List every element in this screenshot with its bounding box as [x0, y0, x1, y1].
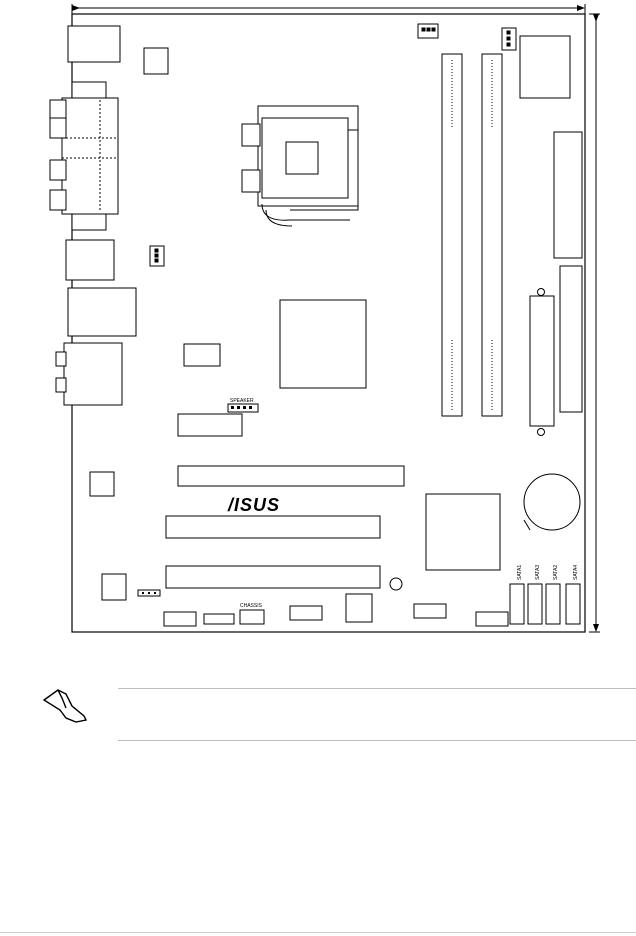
floppy-connector	[554, 132, 582, 258]
sata2-connector	[546, 584, 560, 624]
sata4-connector	[566, 584, 580, 624]
audio-chip	[184, 344, 220, 366]
usb-connector	[66, 240, 114, 280]
pci-slot-1	[166, 516, 380, 538]
audio-connector	[64, 343, 122, 405]
chassis-fan-header	[204, 614, 234, 624]
footer-rule	[0, 932, 636, 933]
super-io-chip	[346, 594, 372, 622]
note-top-rule	[118, 688, 636, 689]
sata-connectors	[510, 584, 580, 624]
chassis-fan-header-vertical	[150, 246, 164, 266]
cmos-battery	[524, 474, 580, 530]
pci-e-x1-slot	[178, 414, 242, 436]
rear-io-panel	[50, 26, 168, 405]
height-dimension-arrow	[589, 14, 600, 632]
chassis-intrusion-header	[240, 603, 264, 624]
pwr-fan-header	[502, 28, 516, 50]
io-chip	[144, 48, 168, 74]
sata3-label: SATA3	[535, 564, 541, 580]
hand-pointer-icon	[44, 690, 86, 722]
atx-power-connector	[530, 289, 554, 436]
ide-connector	[560, 266, 582, 412]
speaker-header	[228, 398, 258, 412]
cpu-fan-header	[418, 24, 438, 38]
northbridge-chip	[280, 300, 366, 388]
sata1-label: SATA1	[517, 564, 523, 580]
vga-connector-bottom	[72, 214, 106, 230]
chassis-label: CHASSIS	[240, 603, 262, 609]
asus-logo: /ISUS	[228, 495, 281, 515]
small-chip-left	[90, 472, 114, 496]
pci-slot-2	[166, 566, 380, 588]
southbridge-chip	[426, 494, 500, 570]
bios-chip	[102, 574, 126, 600]
usb-header-1	[164, 612, 196, 626]
clrtc-jumper	[138, 590, 160, 596]
sata4-label: SATA4	[573, 564, 579, 580]
board-mount-hole	[390, 578, 402, 590]
dimm-slots	[442, 54, 502, 416]
sata1-connector	[510, 584, 524, 624]
ps2-connector	[68, 26, 120, 62]
atx12v-connector	[520, 36, 570, 98]
front-panel-header	[476, 612, 508, 626]
note-bottom-rule	[118, 740, 636, 741]
com-header	[414, 604, 446, 618]
width-dimension-arrow	[72, 4, 585, 14]
speaker-label: SPEAKER	[230, 398, 254, 404]
lpt-com-connector	[62, 98, 118, 214]
lan-usb-connector	[68, 288, 136, 336]
sata3-connector	[528, 584, 542, 624]
usb-header-2	[290, 606, 322, 620]
pci-e-x16-slot	[178, 466, 404, 486]
parallel-port-top	[72, 82, 106, 98]
sata2-label: SATA2	[553, 564, 559, 580]
cpu-socket	[242, 106, 358, 226]
